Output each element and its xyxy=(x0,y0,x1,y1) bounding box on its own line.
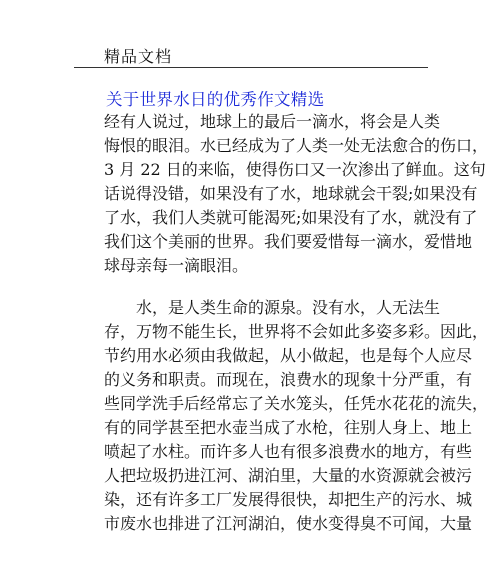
header-rule xyxy=(74,67,428,68)
text-line: 悔恨的眼泪。水已经成为了人类一处无法愈合的伤口， xyxy=(104,136,489,155)
text-line: 话说得没错，如果没有了水，地球就会干裂;如果没有 xyxy=(104,184,478,203)
text-line: 喷起了水柱。而许多人也有很多浪费水的地方，有些 xyxy=(104,442,473,461)
text-line: 人把垃圾扔进江河、湖泊里，大量的水资源就会被污 xyxy=(104,466,473,485)
paragraph-gap xyxy=(104,278,434,296)
article-body xyxy=(104,110,489,536)
article-title: 关于世界水日的优秀作文精选 xyxy=(106,90,325,109)
text-line: 经有人说过，地球上的最后一滴水，将会是人类 xyxy=(104,112,441,131)
text-line: 3 月 22 日的来临，使得伤口又一次渗出了鲜血。这句 xyxy=(104,160,486,179)
text-line: 节约用水必须由我做起，从小做起，也是每个人应尽 xyxy=(104,346,473,365)
text-line: 球母亲每一滴眼泪。 xyxy=(104,256,249,275)
paragraph-2 xyxy=(104,296,489,536)
text-line: 市废水也排进了江河湖泊，使水变得臭不可闻，大量 xyxy=(104,514,473,533)
text-line: 存，万物不能生长，世界将不会如此多姿多彩。因此， xyxy=(104,322,489,341)
text-line: 我们这个美丽的世界。我们要爱惜每一滴水，爱惜地 xyxy=(104,232,473,251)
text-line: 有的同学甚至把水壶当成了水枪，往别人身上、地上 xyxy=(104,418,473,437)
text-line: 的义务和职责。而现在，浪费水的现象十分严重，有 xyxy=(104,370,473,389)
text-line: 水，是人类生命的源泉。没有水，人无法生 xyxy=(136,298,441,317)
text-line: 染，还有许多工厂发展得很快，却把生产的污水、城 xyxy=(104,490,473,509)
text-line: 了水，我们人类就可能渴死;如果没有了水，就没有了 xyxy=(104,208,478,227)
paragraph-1 xyxy=(104,110,489,278)
header-label: 精品文档 xyxy=(104,47,173,66)
text-line: 些同学洗手后经常忘了关水笼头，任凭水花花的流失， xyxy=(104,394,489,413)
